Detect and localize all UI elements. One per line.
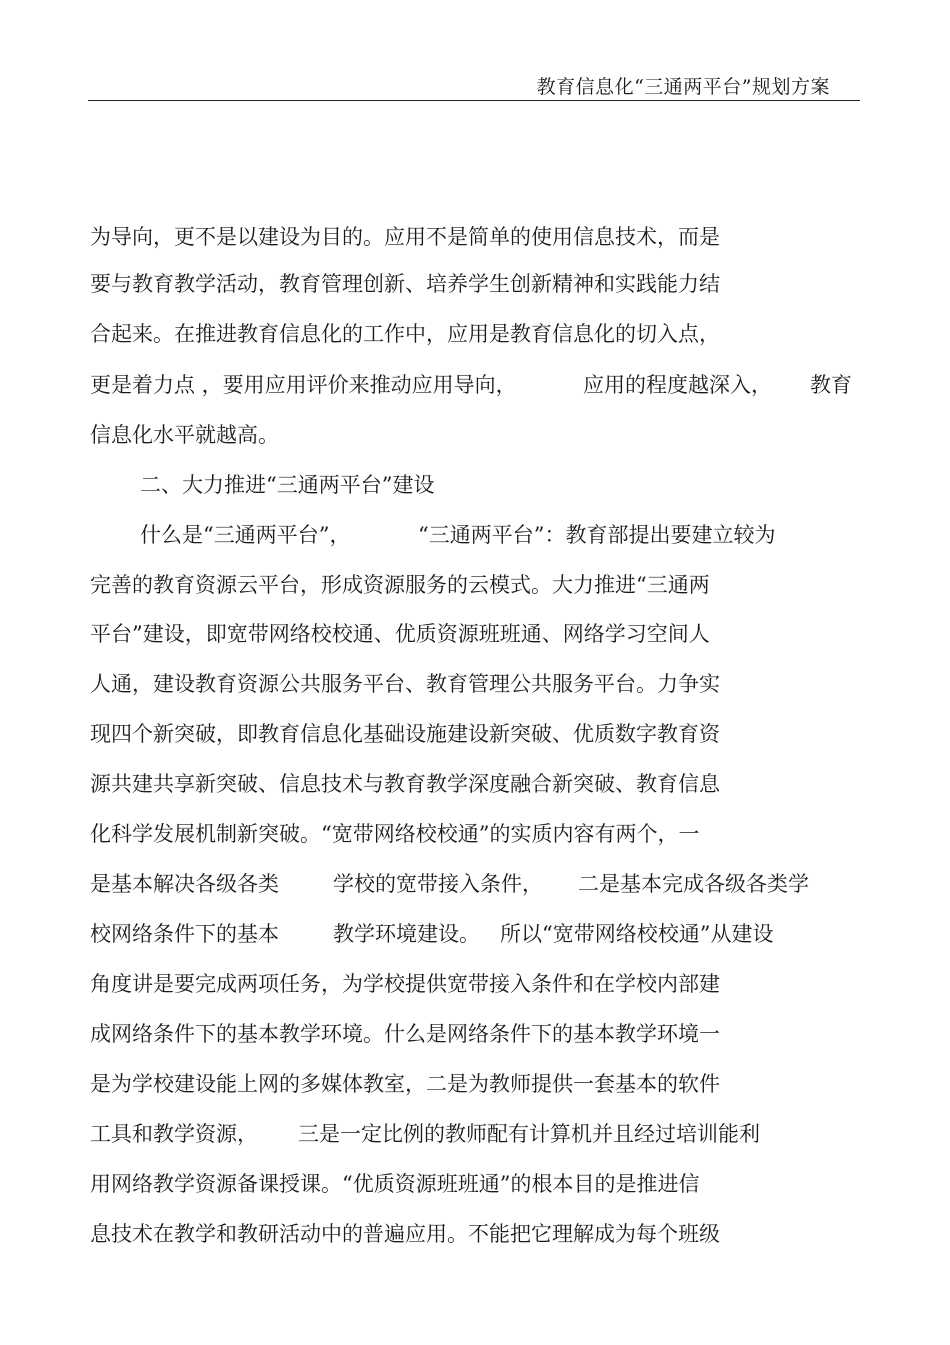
paragraph-line: 源共建共享新突破、信息技术与教育教学深度融合新突破、教育信息 bbox=[90, 772, 720, 796]
line-segment: 学校的宽带接入条件， bbox=[333, 872, 543, 896]
paragraph-line: 成网络条件下的基本教学环境。什么是网络条件下的基本教学环境一 bbox=[90, 1022, 720, 1046]
line-segment: 三是一定比例的教师配有计算机并且经过培训能利 bbox=[298, 1122, 760, 1146]
running-header: 教育信息化“三通两平台”规划方案 bbox=[536, 76, 830, 98]
line-segment: 工具和教学资源， bbox=[90, 1122, 258, 1146]
line-segment: 二是基本完成各级各类学 bbox=[578, 872, 809, 896]
paragraph-line: 现四个新突破，即教育信息化基础设施建设新突破、优质数字教育资 bbox=[90, 722, 720, 746]
line-segment: 教育 bbox=[810, 373, 852, 397]
paragraph-line: 完善的教育资源云平台，形成资源服务的云模式。大力推进“三通两 bbox=[90, 573, 710, 597]
line-segment: 是基本解决各级各类 bbox=[90, 872, 279, 896]
paragraph-line bbox=[140, 520, 840, 550]
paragraph-line: 息技术在教学和教研活动中的普遍应用。不能把它理解成为每个班级 bbox=[90, 1222, 720, 1246]
paragraph-line bbox=[90, 1119, 810, 1149]
line-segment: 校网络条件下的基本 bbox=[90, 922, 279, 946]
line-segment: 应用的程度越深入， bbox=[583, 373, 772, 397]
paragraph-line: 信息化水平就越高。 bbox=[90, 423, 279, 447]
line-segment: “三通两平台”：教育部提出要建立较为 bbox=[418, 523, 776, 547]
header-rule bbox=[88, 100, 860, 101]
paragraph-line: 人通，建设教育资源公共服务平台、教育管理公共服务平台。力争实 bbox=[90, 672, 720, 696]
paragraph-line bbox=[90, 919, 840, 949]
paragraph-line: 要与教育教学活动，教育管理创新、培养学生创新精神和实践能力结 bbox=[90, 272, 720, 296]
paragraph-line: 用网络教学资源备课授课。“优质资源班班通”的根本目的是推进信 bbox=[90, 1172, 700, 1196]
paragraph-line: 为导向，更不是以建设为目的。应用不是简单的使用信息技术，而是 bbox=[90, 225, 720, 249]
line-segment: 教学环境建设。 bbox=[333, 922, 480, 946]
paragraph-line: 化科学发展机制新突破。“宽带网络校校通”的实质内容有两个，一 bbox=[90, 822, 700, 846]
line-segment: 更是着力点 ，要用应用评价来推动应用导向， bbox=[90, 373, 517, 397]
paragraph-line: 平台”建设，即宽带网络校校通、优质资源班班通、网络学习空间人 bbox=[90, 622, 710, 646]
paragraph-line: 角度讲是要完成两项任务，为学校提供宽带接入条件和在学校内部建 bbox=[90, 972, 720, 996]
paragraph-line: 是为学校建设能上网的多媒体教室，二是为教师提供一套基本的软件 bbox=[90, 1072, 720, 1096]
line-segment: 什么是“三通两平台”， bbox=[140, 523, 351, 547]
section-heading: 二、大力推进“三通两平台”建设 bbox=[140, 473, 435, 497]
line-segment: 所以“宽带网络校校通”从建设 bbox=[500, 922, 774, 946]
paragraph-line bbox=[90, 370, 855, 400]
paragraph-line bbox=[90, 869, 840, 899]
paragraph-line: 合起来。在推进教育信息化的工作中，应用是教育信息化的切入点， bbox=[90, 322, 720, 346]
